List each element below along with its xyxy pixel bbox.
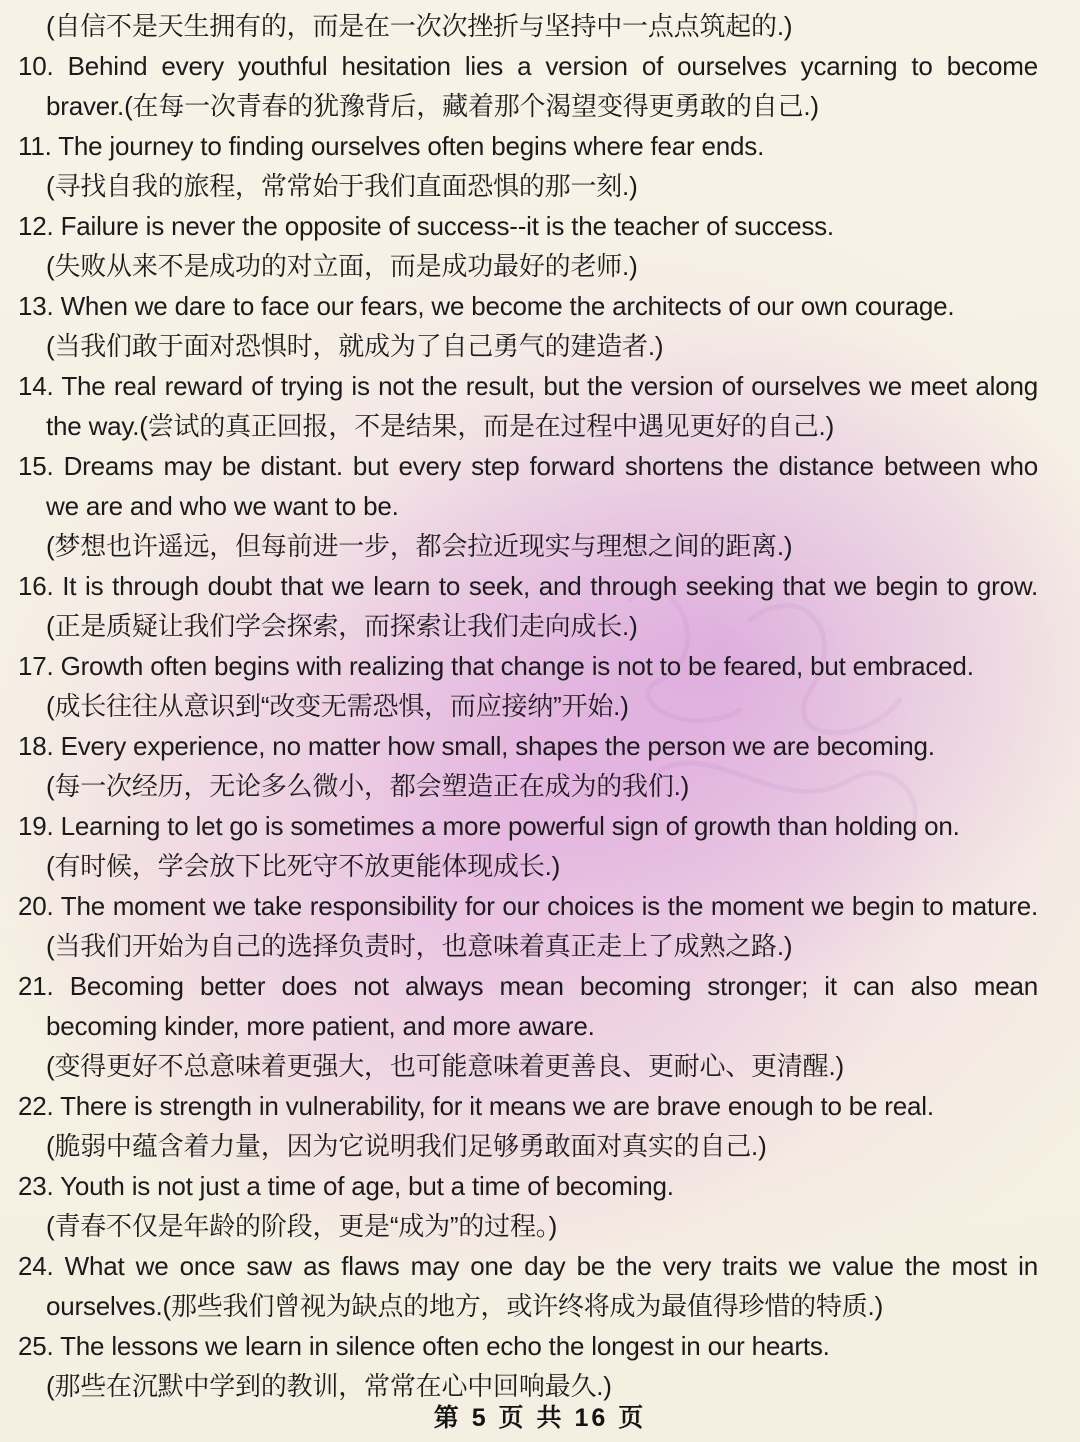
item-translation: (青春不仅是年龄的阶段，更是“成为”的过程。) <box>46 1211 558 1241</box>
item-translation: (当我们敢于面对恐惧时，就成为了自己勇气的建造者.) <box>46 331 664 361</box>
page-number: 第 5 页 共 16 页 <box>433 1404 647 1432</box>
quote-item <box>18 566 1038 646</box>
item-text: The moment we take responsibility for our choices is the moment we begin to mature.(当我们开始为自己的选择负责时，也意味着真正走上了成熟之路.) <box>46 891 1038 961</box>
item-number: 10. <box>18 51 54 81</box>
item-translation: (每一次经历，无论多么微小，都会塑造正在成为的我们.) <box>46 771 690 801</box>
item-text: Dreams may be distant. but every step forward shortens the distance between who we are and who we want to be. <box>46 451 1038 521</box>
item-number: 21. <box>18 971 54 1001</box>
item-number: 19. <box>18 811 54 841</box>
page-footer <box>0 1398 1080 1434</box>
quote-item <box>18 286 1038 326</box>
quote-item <box>18 1166 1038 1206</box>
quote-item <box>18 1086 1038 1126</box>
numbered-quotes <box>18 46 1038 1406</box>
item-number: 18. <box>18 731 54 761</box>
quote-item <box>18 126 1038 166</box>
quote-item <box>18 46 1038 126</box>
item-translation: (变得更好不总意味着更强大，也可能意味着更善良、更耐心、更清醒.) <box>46 1051 844 1081</box>
item-number: 16. <box>18 571 54 601</box>
item-translation: (寻找自我的旅程，常常始于我们直面恐惧的那一刻.) <box>46 171 638 201</box>
item-number: 15. <box>18 451 54 481</box>
item-text: The real reward of trying is not the result, but the version of ourselves we meet along the way.(尝试的真正回报，不是结果，而是在过程中遇见更好的自己.) <box>46 371 1038 441</box>
item-text: Becoming better does not always mean becoming stronger; it can also mean becoming kinder, more patient, and more aware. <box>46 971 1038 1041</box>
quote-item <box>18 726 1038 766</box>
quote-item <box>18 966 1038 1046</box>
item-translation: (有时候，学会放下比死守不放更能体现成长.) <box>46 851 561 881</box>
quote-item <box>18 446 1038 526</box>
item-number: 24. <box>18 1251 54 1281</box>
item-text: Failure is never the opposite of success--it is the teacher of success. <box>60 211 834 241</box>
item-translation: (那些在沉默中学到的教训，常常在心中回响最久.) <box>46 1371 612 1401</box>
item-text: What we once saw as flaws may one day be the very traits we value the most in ourselves.(那些我们曾视为缺点的地方，或许终将成为最值得珍惜的特质.) <box>46 1251 1038 1321</box>
item-text: Youth is not just a time of age, but a time of becoming. <box>60 1171 674 1201</box>
item-number: 13. <box>18 291 54 321</box>
quote-item <box>18 366 1038 446</box>
item-text: Behind every youthful hesitation lies a version of ourselves ycarning to become braver.(在每一次青春的犹豫背后，藏着那个渴望变得更勇敢的自己.) <box>46 51 1038 121</box>
item-text: Every experience, no matter how small, shapes the person we are becoming. <box>60 731 935 761</box>
item-number: 22. <box>18 1091 54 1121</box>
item-text: Learning to let go is sometimes a more powerful sign of growth than holding on. <box>60 811 960 841</box>
item-text: Growth often begins with realizing that change is not to be feared, but embraced. <box>60 651 974 681</box>
item-number: 20. <box>18 891 54 921</box>
item-number: 25. <box>18 1331 54 1361</box>
item-number: 17. <box>18 651 54 681</box>
item-text: There is strength in vulnerability, for it means we are brave enough to be real. <box>60 1091 934 1121</box>
item-text: It is through doubt that we learn to seek, and through seeking that we begin to grow.(正是质疑让我们学会探索，而探索让我们走向成长.) <box>46 571 1038 641</box>
quote-item <box>18 1246 1038 1326</box>
quote-item <box>18 206 1038 246</box>
quote-item <box>18 886 1038 966</box>
item-translation: (梦想也许遥远，但每前进一步，都会拉近现实与理想之间的距离.) <box>46 531 793 561</box>
carryover-translation: (自信不是天生拥有的，而是在一次次挫折与坚持中一点点筑起的.) <box>46 11 793 41</box>
item-number: 12. <box>18 211 54 241</box>
item-translation: (失败从来不是成功的对立面，而是成功最好的老师.) <box>46 251 638 281</box>
item-text: When we dare to face our fears, we become the architects of our own courage. <box>60 291 955 321</box>
item-number: 11. <box>18 131 52 161</box>
item-text: The journey to finding ourselves often begins where fear ends. <box>58 131 765 161</box>
quote-item <box>18 1326 1038 1366</box>
quote-item <box>18 806 1038 846</box>
item-number: 14. <box>18 371 54 401</box>
item-translation: (成长往往从意识到“改变无需恐惧，而应接纳”开始.) <box>46 691 629 721</box>
quote-item <box>18 646 1038 686</box>
item-translation: (脆弱中蕴含着力量，因为它说明我们足够勇敢面对真实的自己.) <box>46 1131 767 1161</box>
item-text: The lessons we learn in silence often echo the longest in our hearts. <box>60 1331 830 1361</box>
item-number: 23. <box>18 1171 54 1201</box>
